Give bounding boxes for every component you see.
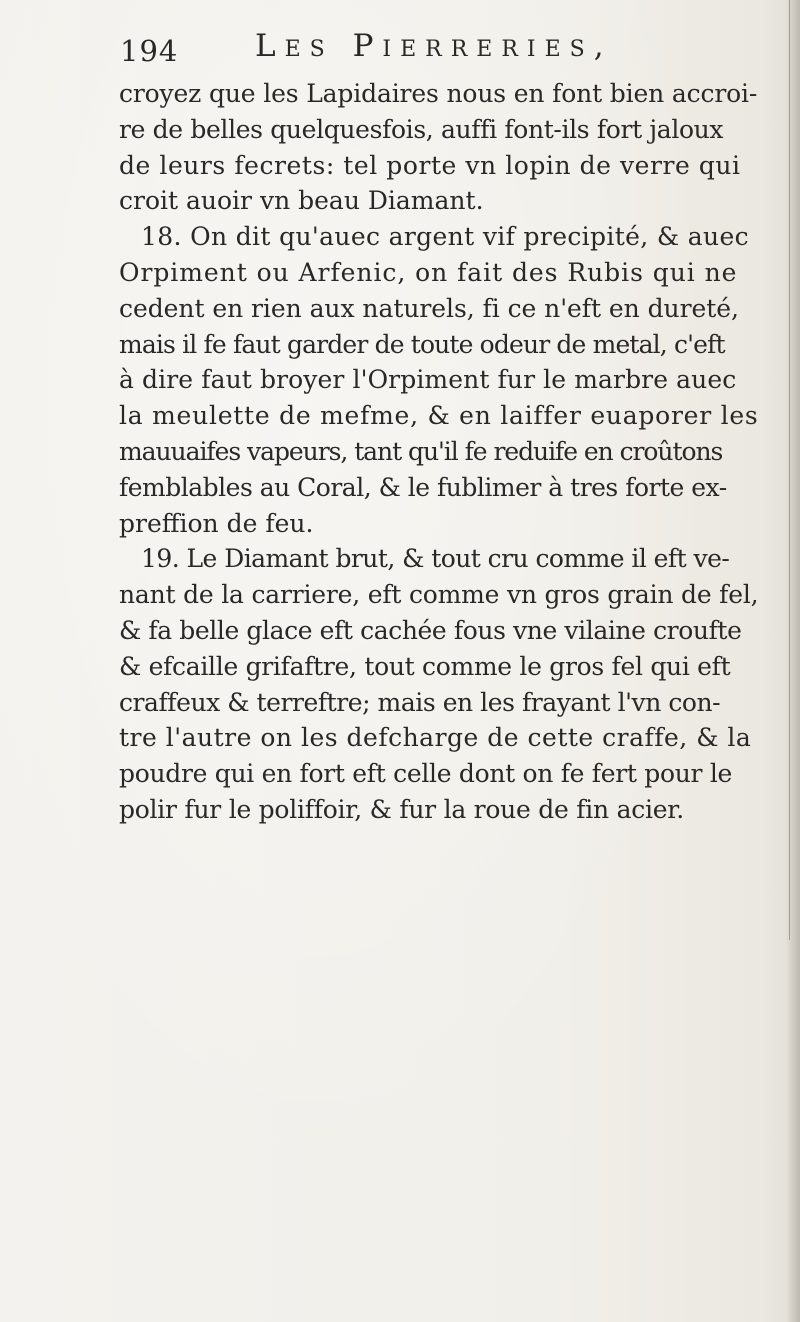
page-header: [120, 28, 680, 68]
text-line: croyez que les Lapidaires nous en font bien accroi-: [119, 79, 758, 108]
text-line: croit auoir vn beau Diamant.: [119, 186, 484, 216]
text-line: craffeux & terreftre; mais en les frayant l'vn con-: [119, 687, 721, 717]
text-line: 19. Le Diamant brut, & tout cru comme il eft ve-: [141, 544, 730, 574]
text-line: tre l'autre on les defcharge de cette craffe, & la: [119, 723, 752, 753]
body-text: [119, 76, 779, 828]
text-line: poudre qui en fort eft celle dont on fe fert pour le: [119, 759, 733, 789]
text-line: Orpiment ou Arfenic, on fait des Rubis qui ne: [119, 257, 738, 287]
text-line: 18. On dit qu'auec argent vif precipité, & auec: [141, 222, 749, 252]
text-line: femblables au Coral, & le fublimer à tres forte ex-: [119, 472, 727, 502]
text-line: de leurs fecrets: tel porte vn lopin de verre qui: [119, 150, 741, 180]
text-line: cedent en rien aux naturels, fi ce n'eft en dureté,: [119, 293, 739, 323]
running-head: Les Pierreries,: [255, 28, 613, 64]
text-line: & fa belle glace eft cachée fous vne vilaine croufte: [119, 615, 742, 645]
text-line: re de belles quelquesfois, auffi font-ils fort jaloux: [119, 114, 724, 144]
text-line: à dire faut broyer l'Orpiment fur le marbre auec: [119, 365, 737, 395]
page-number: 194: [120, 34, 179, 68]
text-line: preffion de feu.: [119, 508, 314, 538]
text-line: la meulette de mefme, & en laiffer euaporer les: [119, 401, 759, 431]
page-edge-line: [789, 0, 790, 940]
text-line: mauuaifes vapeurs, tant qu'il fe reduife en croûtons: [119, 436, 723, 466]
text-line: mais il fe faut garder de toute odeur de metal, c'eft: [119, 329, 725, 359]
text-line: & efcaille grifaftre, tout comme le gros fel qui eft: [119, 651, 731, 681]
text-line: polir fur le poliffoir, & fur la roue de fin acier.: [119, 794, 684, 824]
text-line: nant de la carriere, eft comme vn gros grain de fel,: [119, 580, 759, 610]
